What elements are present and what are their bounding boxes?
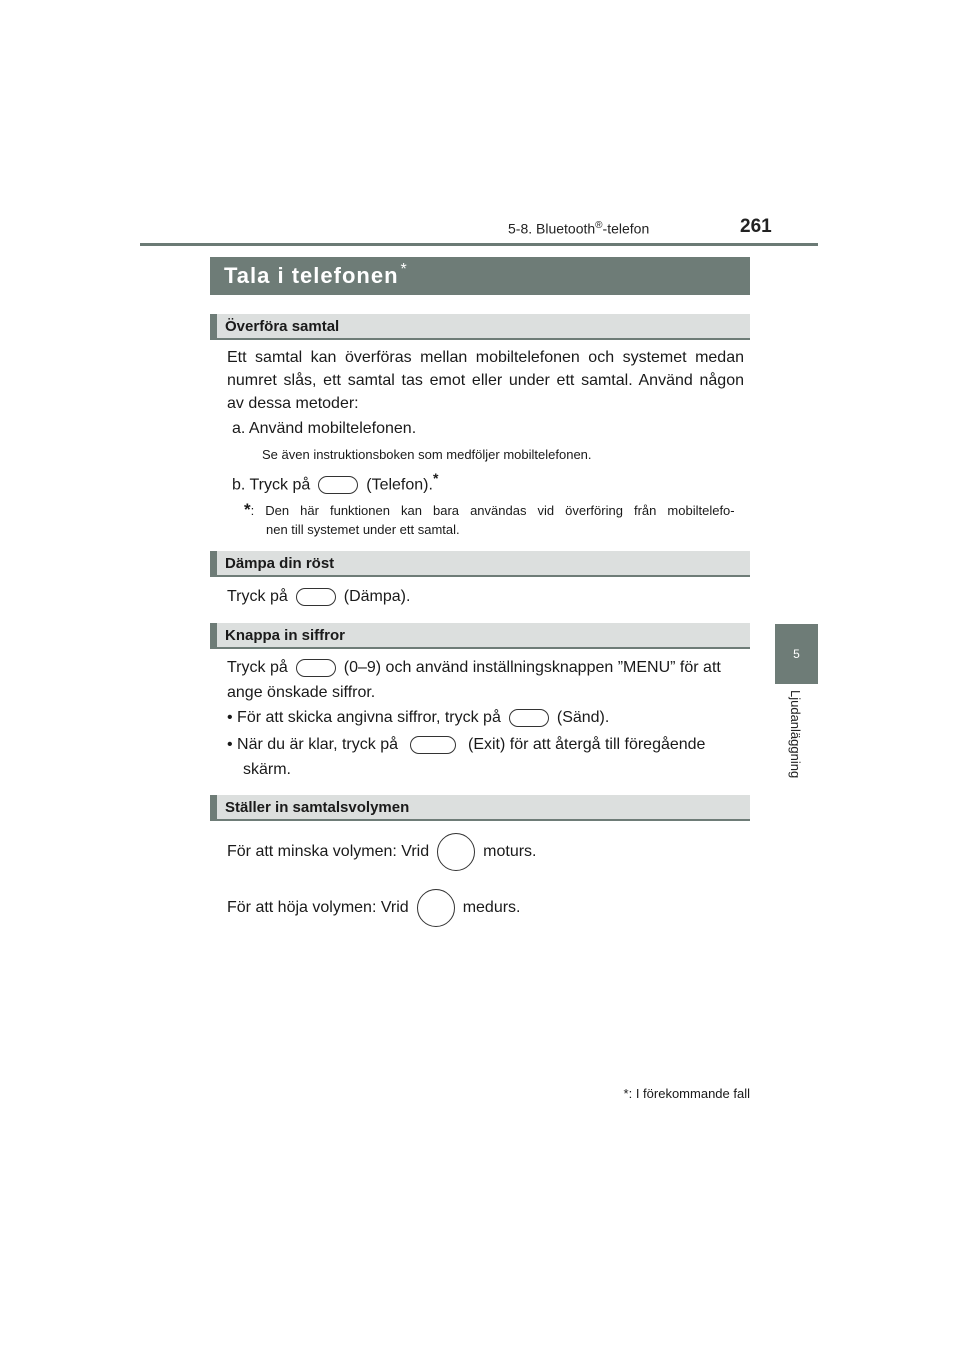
chapter-tab: 5 <box>775 624 818 684</box>
digits-bullet2-line2: skärm. <box>243 761 291 778</box>
heading-transfer: Överföra samtal <box>210 314 750 340</box>
page-number: 261 <box>740 216 772 237</box>
digits-bullet1-prefix: • För att skicka angivna siffror, tryck på <box>227 709 501 727</box>
volume-decrease <box>227 833 536 871</box>
digits-bullet2-prefix: • När du är klar, tryck på <box>227 736 398 754</box>
section-title-suffix: -telefon <box>602 220 650 237</box>
digits-line1-suffix: (0–9) och använd inställningsknappen ”MENU” för att <box>343 659 721 677</box>
volume-increase-prefix: För att höja volymen: Vrid <box>227 899 409 917</box>
page-title-text: Tala i telefonen <box>224 263 399 288</box>
chapter-label-container <box>770 690 820 800</box>
page-title <box>210 257 750 295</box>
digits-line1-prefix: Tryck på <box>227 659 288 677</box>
header-divider <box>140 243 818 246</box>
send-button-icon <box>509 709 549 727</box>
volume-decrease-prefix: För att minska volymen: Vrid <box>227 843 430 861</box>
title-asterisk: * <box>400 261 408 278</box>
chapter-label: Ljudanläggning <box>788 690 803 779</box>
volume-increase-suffix: medurs. <box>462 899 521 917</box>
section-breadcrumb <box>508 220 649 237</box>
mute-text-prefix: Tryck på <box>227 588 288 606</box>
transfer-footnote-line1: : Den här funktionen kan bara användas vid överföring från mobiltelefo- <box>250 503 735 518</box>
transfer-para-line2: numret slås, ett samtal tas emot eller under ett samtal. Använd någon <box>227 372 744 389</box>
volume-decrease-suffix: moturs. <box>483 843 537 861</box>
page-footnote: *: I förekommande fall <box>623 1086 750 1101</box>
transfer-item-b-suffix: (Telefon). <box>366 476 433 494</box>
digits-bullet2-suffix: (Exit) för att återgå till föregående <box>468 736 706 754</box>
mute-text <box>227 588 410 606</box>
transfer-para-line3: av dessa metoder: <box>227 395 359 412</box>
transfer-item-a-note: Se även instruktionsboken som medföljer mobiltelefonen. <box>262 447 592 462</box>
mute-text-suffix: (Dämpa). <box>343 588 411 606</box>
transfer-item-a: a. Använd mobiltelefonen. <box>232 420 417 437</box>
exit-button-icon <box>410 736 456 754</box>
section-title: 5-8. Bluetooth <box>508 220 596 237</box>
transfer-item-b <box>232 470 438 494</box>
volume-knob-icon <box>437 833 475 871</box>
transfer-para-line1: Ett samtal kan överföras mellan mobiltelefonen och systemet medan <box>227 349 744 366</box>
telephone-button-icon <box>318 476 358 494</box>
volume-increase <box>227 889 521 927</box>
heading-volume: Ställer in samtalsvolymen <box>210 795 750 821</box>
registered-mark: ® <box>595 220 603 231</box>
transfer-item-b-prefix: b. Tryck på <box>232 476 311 494</box>
digits-bullet2 <box>227 736 744 754</box>
digits-button-icon <box>296 659 336 677</box>
digits-bullet1 <box>227 709 609 727</box>
heading-digits: Knappa in siffror <box>210 623 750 649</box>
transfer-item-b-star: * <box>432 470 439 486</box>
transfer-footnote-star: * <box>244 500 251 519</box>
volume-knob-icon <box>417 889 455 927</box>
transfer-footnote <box>244 500 744 520</box>
heading-mute: Dämpa din röst <box>210 551 750 577</box>
digits-bullet1-suffix: (Sänd). <box>556 709 610 727</box>
transfer-footnote-line2: nen till systemet under ett samtal. <box>266 522 460 537</box>
digits-line1 <box>227 659 744 677</box>
digits-line2: ange önskade siffror. <box>227 684 376 701</box>
mute-button-icon <box>296 588 336 606</box>
